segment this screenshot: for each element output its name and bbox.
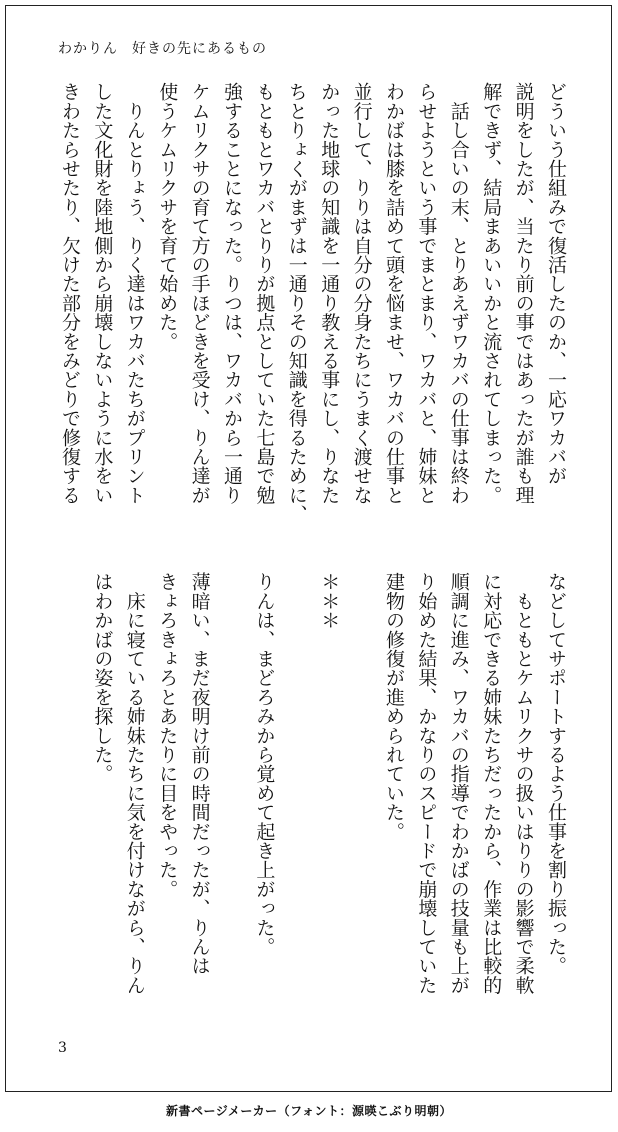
text-column: 建物の修復が進められていた。	[383, 572, 405, 841]
text-column: きわたらせたり、欠けた部分をみどりで修復する	[59, 82, 81, 505]
text-column: どういう仕組みで復活したのか、一応ワカバが	[545, 82, 567, 486]
page-frame	[5, 5, 612, 1092]
text-column: りんは、まどろみから覚めて起き上がった。	[253, 572, 276, 956]
text-column: らせようという事でまとまり、ワカバと、姉妹と	[415, 82, 438, 505]
text-column: もともとケムリクサの扱いはりりの影響で柔軟	[512, 572, 535, 995]
text-column: きょろきょろとあたりに目をやった。	[156, 572, 179, 899]
text-column: かった地球の知識を一通り教える事にし、りなた	[318, 82, 341, 505]
header-author: わかりん	[58, 41, 118, 57]
text-column: 並行して、りりは自分の分身たちにうまく渡せな	[350, 82, 373, 505]
text-column: 解できず、結局まあいいかと流されてしまった。	[480, 82, 503, 505]
text-column: 順調に進み、ワカバの指導でわかばの技量も上が	[447, 572, 470, 995]
text-column: などしてサポートするよう仕事を割り振った。	[545, 572, 567, 976]
running-header	[58, 38, 267, 58]
text-column: 説明をしたが、当たり前の事ではあったが誰も理	[512, 82, 535, 505]
text-column: ケムリクサの育て方の手ほどきを受け、りん達が	[188, 82, 211, 505]
text-column: 使うケムリクサを育て始めた。	[156, 82, 179, 351]
text-column: ＊＊＊	[318, 572, 341, 630]
text-column: ちとりょくがまずは一通りその知識を得るために、	[285, 82, 308, 524]
text-column: 話し合いの末、とりあえずワカバの仕事は終わ	[447, 82, 470, 505]
text-column: 床に寝ている姉妹たちに気を付けながら、りん	[123, 572, 146, 995]
text-column: り始めた結果、かなりのスピードで崩壊していた	[415, 572, 438, 995]
text-column: はわかばの姿を探した。	[91, 572, 114, 784]
text-column: もともとワカバとりりが拠点としていた七島で勉	[253, 82, 276, 505]
text-column: りんとりょう、りく達はワカバたちがプリント	[123, 82, 146, 505]
text-column: した文化財を陸地側から崩壊しないように水をい	[91, 82, 114, 505]
generator-credit: 新書ページメーカー（フォント：源暎こぶり明朝）	[165, 1104, 453, 1118]
text-column: 強することになった。りつは、ワカバから一通り	[221, 82, 243, 505]
text-column: わかばは膝を詰めて頭を悩ませ、ワカバの仕事と	[383, 82, 405, 505]
page-number: 3	[58, 1040, 67, 1056]
text-column: に対応できる姉妹たちだったから、作業は比較的	[480, 572, 503, 995]
header-title: 好きの先にあるもの	[132, 41, 267, 57]
text-column: 薄暗い、まだ夜明け前の時間だったが、りんは	[188, 572, 211, 976]
